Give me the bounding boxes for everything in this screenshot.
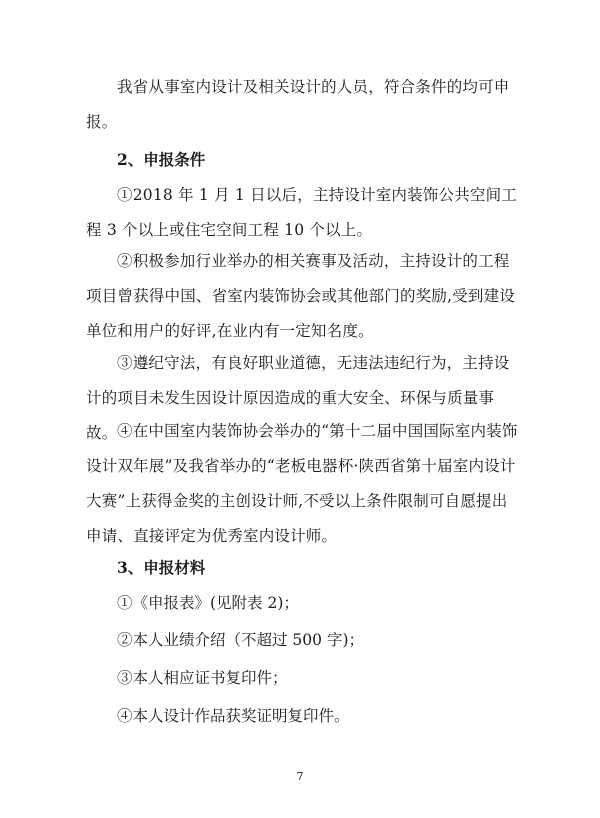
intro-paragraph: 我省从事室内设计及相关设计的人员，符合条件的均可申报。 xyxy=(86,78,510,131)
section-2-heading: 2、申报条件 xyxy=(117,150,206,169)
material-item-1: ①《申报表》(见附表 2)； xyxy=(117,594,299,612)
material-item-3: ③本人相应证书复印件； xyxy=(117,669,288,687)
condition-item-4: ④在中国室内装饰协会举办的“第十二届中国国际室内装饰设计双年展”及我省举办的“老板电器杯·陕西省第十届室内设计大赛”上获得金奖的主创设计师,不受以上条件限制可自愿提出申请、直接评定为优秀室内设计师。 xyxy=(86,422,518,545)
condition-item-2: ②积极参加行业举办的相关赛事及活动，主持设计的工程项目曾获得中国、省室内装饰协会或其他部门的奖励,受到建设单位和用户的好评,在业内有一定知名度。 xyxy=(86,252,516,340)
material-item-4: ④本人设计作品获奖证明复印件。 xyxy=(117,707,350,725)
condition-item-1: ①2018 年 1 月 1 日以后，主持设计室内装饰公共空间工程 3 个以上或住宅空间工程 10 个以上。 xyxy=(86,186,518,239)
condition-item-3: ③遵纪守法，有良好职业道德，无违法违纪行为，主持设计的项目未发生因设计原因造成的重大安全、环保与质量事故。 xyxy=(86,354,510,442)
page-number: 7 xyxy=(296,770,304,783)
section-3-heading: 3、申报材料 xyxy=(117,558,206,577)
material-item-2: ②本人业绩介绍（不超过 500 字)； xyxy=(117,631,364,649)
